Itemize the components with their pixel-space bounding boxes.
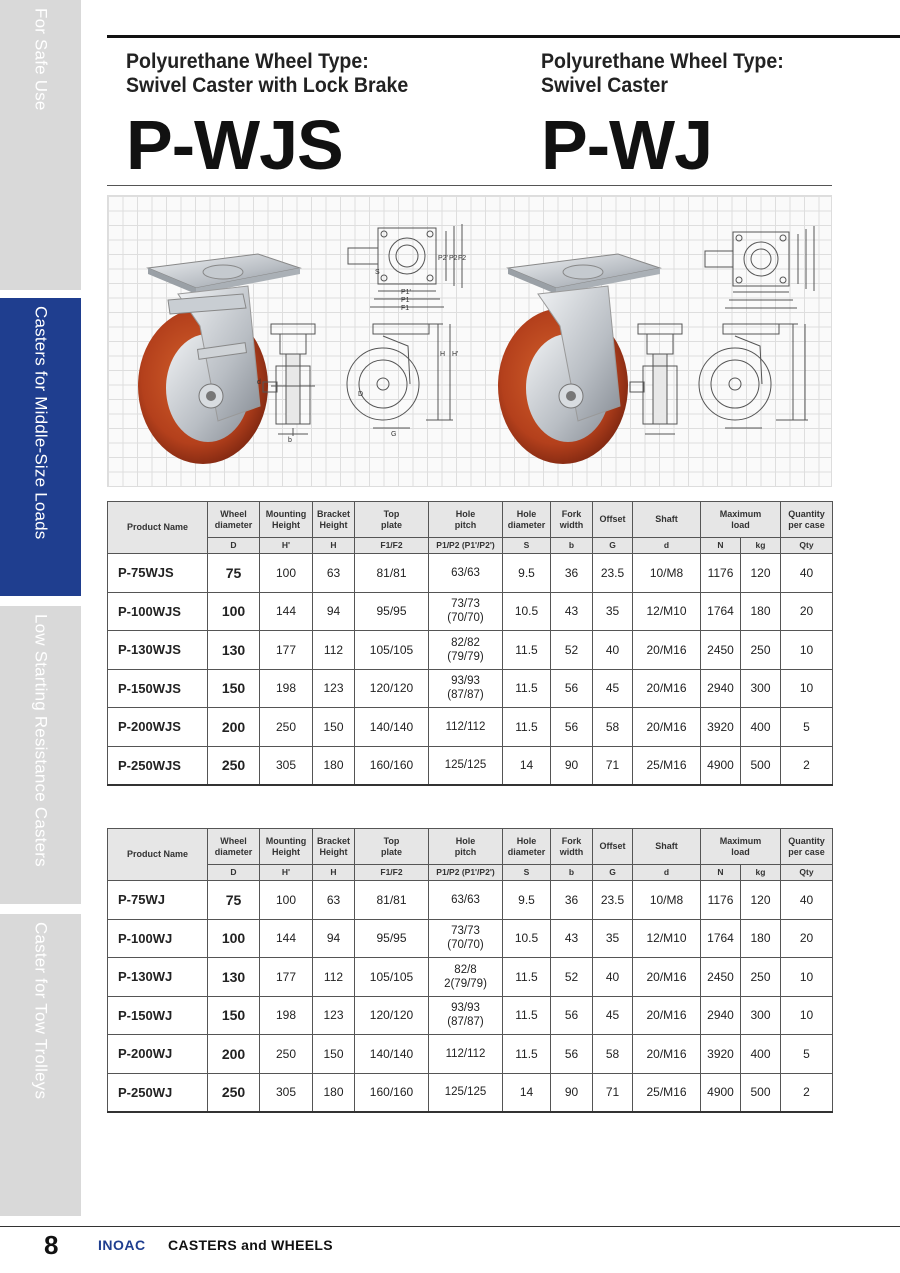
cell-product-name: P-75WJ xyxy=(108,881,208,920)
cell-bracket-height: 112 xyxy=(313,958,355,997)
drawing-swivel-front-view xyxy=(630,324,682,434)
th-unit: H' xyxy=(260,865,313,881)
cell-load-kg: 120 xyxy=(741,881,781,920)
table-row xyxy=(108,881,833,920)
cell-hole-pitch: 82/82 (79/79) xyxy=(429,631,503,670)
cell-load-kg: 300 xyxy=(741,996,781,1035)
cell-wheel-diameter: 75 xyxy=(208,881,260,920)
th-unit: H xyxy=(313,538,355,554)
cell-quantity: 20 xyxy=(781,919,833,958)
page-number: 8 xyxy=(44,1230,59,1260)
cell-product-name: P-250WJS xyxy=(108,746,208,785)
th-mounting-height: Mounting Height xyxy=(260,829,313,865)
table-row xyxy=(108,919,833,958)
drawing-brake-front-view xyxy=(263,324,315,436)
th-unit: N xyxy=(701,865,741,881)
cell-bracket-height: 94 xyxy=(313,919,355,958)
cell-mounting-height: 100 xyxy=(260,881,313,920)
cell-quantity: 40 xyxy=(781,554,833,593)
cell-quantity: 10 xyxy=(781,958,833,997)
cell-offset: 71 xyxy=(593,1073,633,1112)
drawing-swivel-top-view xyxy=(705,226,814,308)
brand-logo: INOAC xyxy=(98,1237,146,1253)
cell-quantity: 2 xyxy=(781,1073,833,1112)
table-row xyxy=(108,554,833,593)
cell-fork-width: 56 xyxy=(551,1035,593,1074)
caster-photo-swivel xyxy=(498,254,660,464)
cell-quantity: 40 xyxy=(781,881,833,920)
cell-hole-diameter: 11.5 xyxy=(503,1035,551,1074)
cell-bracket-height: 150 xyxy=(313,708,355,747)
th-bracket-height: Bracket Height xyxy=(313,502,355,538)
th-hole-diameter: Hole diameter xyxy=(503,829,551,865)
side-tab-low-resistance[interactable] xyxy=(0,606,81,904)
cell-top-plate: 81/81 xyxy=(355,554,429,593)
cell-load-kg: 300 xyxy=(741,669,781,708)
table-row xyxy=(108,708,833,747)
cell-load-kg: 400 xyxy=(741,1035,781,1074)
cell-mounting-height: 250 xyxy=(260,1035,313,1074)
cell-load-kg: 180 xyxy=(741,592,781,631)
cell-offset: 71 xyxy=(593,746,633,785)
th-mounting-height: Mounting Height xyxy=(260,502,313,538)
cell-quantity: 5 xyxy=(781,708,833,747)
label-d-small: d xyxy=(257,379,261,386)
cell-top-plate: 81/81 xyxy=(355,881,429,920)
label-p2: P2 xyxy=(449,255,458,262)
drawing-swivel-side-view xyxy=(699,324,808,428)
cell-mounting-height: 305 xyxy=(260,1073,313,1112)
th-quantity: Quantity per case xyxy=(781,829,833,865)
cell-shaft: 10/M8 xyxy=(633,554,701,593)
cell-hole-pitch: 73/73 (70/70) xyxy=(429,919,503,958)
right-subtitle: Polyurethane Wheel Type: Swivel Caster xyxy=(541,50,784,97)
th-top-plate: Top plate xyxy=(355,829,429,865)
th-hole-pitch: Hole pitch xyxy=(429,829,503,865)
cell-fork-width: 36 xyxy=(551,881,593,920)
cell-hole-pitch: 112/112 xyxy=(429,708,503,747)
cell-wheel-diameter: 200 xyxy=(208,708,260,747)
cell-offset: 58 xyxy=(593,1035,633,1074)
th-hole-pitch: Hole pitch xyxy=(429,502,503,538)
cell-hole-pitch: 93/93 (87/87) xyxy=(429,996,503,1035)
cell-load-n: 3920 xyxy=(701,708,741,747)
cell-fork-width: 43 xyxy=(551,592,593,631)
cell-load-n: 1764 xyxy=(701,919,741,958)
cell-product-name: P-130WJS xyxy=(108,631,208,670)
cell-mounting-height: 250 xyxy=(260,708,313,747)
cell-hole-diameter: 11.5 xyxy=(503,996,551,1035)
cell-fork-width: 90 xyxy=(551,1073,593,1112)
cell-hole-diameter: 11.5 xyxy=(503,669,551,708)
cell-bracket-height: 150 xyxy=(313,1035,355,1074)
cell-wheel-diameter: 150 xyxy=(208,669,260,708)
caster-illustrations xyxy=(108,196,833,488)
side-tab-label: Low Starting Resistance Casters xyxy=(31,614,51,867)
cell-quantity: 2 xyxy=(781,746,833,785)
drawing-panel xyxy=(107,195,832,487)
cell-offset: 23.5 xyxy=(593,881,633,920)
side-tab-label: Caster for Tow Trolleys xyxy=(31,922,51,1100)
th-unit: P1/P2 (P1'/P2') xyxy=(429,865,503,881)
cell-load-kg: 400 xyxy=(741,708,781,747)
th-unit: d xyxy=(633,538,701,554)
right-product-code: P-WJ xyxy=(541,106,712,184)
cell-load-n: 1176 xyxy=(701,881,741,920)
cell-load-n: 2940 xyxy=(701,996,741,1035)
cell-load-kg: 180 xyxy=(741,919,781,958)
cell-product-name: P-200WJ xyxy=(108,1035,208,1074)
label-hp: H' xyxy=(452,351,459,358)
th-hole-diameter: Hole diameter xyxy=(503,502,551,538)
cell-load-kg: 120 xyxy=(741,554,781,593)
th-fork-width: Fork width xyxy=(551,829,593,865)
cell-load-kg: 250 xyxy=(741,958,781,997)
th-unit: H xyxy=(313,865,355,881)
table-row xyxy=(108,996,833,1035)
table-row xyxy=(108,669,833,708)
th-unit: F1/F2 xyxy=(355,865,429,881)
cell-hole-diameter: 9.5 xyxy=(503,881,551,920)
spec-table-wjs xyxy=(107,501,833,786)
drawing-brake-side-view xyxy=(347,324,453,428)
th-unit: b xyxy=(551,538,593,554)
th-unit: Qty xyxy=(781,865,833,881)
th-unit: b xyxy=(551,865,593,881)
cell-hole-diameter: 14 xyxy=(503,746,551,785)
cell-load-n: 2450 xyxy=(701,958,741,997)
cell-load-n: 1764 xyxy=(701,592,741,631)
top-rule xyxy=(107,35,900,38)
cell-fork-width: 52 xyxy=(551,958,593,997)
cell-shaft: 20/M16 xyxy=(633,996,701,1035)
cell-fork-width: 56 xyxy=(551,996,593,1035)
th-product-name: Product Name xyxy=(108,502,208,554)
table-row xyxy=(108,1073,833,1112)
cell-product-name: P-130WJ xyxy=(108,958,208,997)
th-unit: N xyxy=(701,538,741,554)
th-offset: Offset xyxy=(593,502,633,538)
side-tab-label: For Safe Use xyxy=(31,8,51,111)
table-row xyxy=(108,1035,833,1074)
th-offset: Offset xyxy=(593,829,633,865)
cell-bracket-height: 123 xyxy=(313,669,355,708)
th-shaft: Shaft xyxy=(633,829,701,865)
side-tab-tow-trolleys[interactable] xyxy=(0,914,81,1216)
cell-top-plate: 95/95 xyxy=(355,592,429,631)
cell-product-name: P-150WJS xyxy=(108,669,208,708)
cell-wheel-diameter: 100 xyxy=(208,592,260,631)
cell-fork-width: 52 xyxy=(551,631,593,670)
cell-top-plate: 140/140 xyxy=(355,708,429,747)
cell-fork-width: 56 xyxy=(551,708,593,747)
cell-fork-width: 43 xyxy=(551,919,593,958)
cell-shaft: 20/M16 xyxy=(633,958,701,997)
brand-tagline: CASTERS and WHEELS xyxy=(168,1237,333,1253)
cell-fork-width: 56 xyxy=(551,669,593,708)
cell-hole-diameter: 11.5 xyxy=(503,958,551,997)
cell-fork-width: 36 xyxy=(551,554,593,593)
cell-wheel-diameter: 250 xyxy=(208,1073,260,1112)
cell-wheel-diameter: 250 xyxy=(208,746,260,785)
cell-offset: 40 xyxy=(593,631,633,670)
label-f1: F1 xyxy=(401,305,410,312)
cell-product-name: P-75WJS xyxy=(108,554,208,593)
cell-load-n: 4900 xyxy=(701,1073,741,1112)
cell-hole-pitch: 82/8 2(79/79) xyxy=(429,958,503,997)
table-row xyxy=(108,592,833,631)
cell-top-plate: 105/105 xyxy=(355,631,429,670)
label-p1p: P1' xyxy=(401,289,411,296)
th-unit: P1/P2 (P1'/P2') xyxy=(429,538,503,554)
cell-offset: 35 xyxy=(593,919,633,958)
side-tab-middle-size[interactable] xyxy=(0,298,81,596)
cell-wheel-diameter: 200 xyxy=(208,1035,260,1074)
cell-bracket-height: 63 xyxy=(313,881,355,920)
cell-wheel-diameter: 130 xyxy=(208,958,260,997)
cell-product-name: P-250WJ xyxy=(108,1073,208,1112)
cell-bracket-height: 63 xyxy=(313,554,355,593)
cell-offset: 58 xyxy=(593,708,633,747)
cell-load-n: 3920 xyxy=(701,1035,741,1074)
cell-product-name: P-100WJS xyxy=(108,592,208,631)
th-unit: D xyxy=(208,538,260,554)
cell-offset: 45 xyxy=(593,996,633,1035)
label-s: S xyxy=(375,269,380,276)
th-unit: S xyxy=(503,538,551,554)
cell-shaft: 10/M8 xyxy=(633,881,701,920)
cell-hole-diameter: 11.5 xyxy=(503,631,551,670)
th-unit: kg xyxy=(741,538,781,554)
cell-mounting-height: 305 xyxy=(260,746,313,785)
left-product-code: P-WJS xyxy=(126,106,343,184)
label-f2: F2 xyxy=(458,255,467,262)
cell-top-plate: 105/105 xyxy=(355,958,429,997)
cell-hole-pitch: 73/73 (70/70) xyxy=(429,592,503,631)
cell-load-n: 1176 xyxy=(701,554,741,593)
cell-product-name: P-100WJ xyxy=(108,919,208,958)
cell-quantity: 10 xyxy=(781,631,833,670)
label-p1: P1 xyxy=(401,297,410,304)
cell-offset: 45 xyxy=(593,669,633,708)
cell-load-kg: 500 xyxy=(741,1073,781,1112)
cell-load-n: 2450 xyxy=(701,631,741,670)
cell-product-name: P-150WJ xyxy=(108,996,208,1035)
cell-offset: 40 xyxy=(593,958,633,997)
cell-top-plate: 120/120 xyxy=(355,996,429,1035)
cell-wheel-diameter: 100 xyxy=(208,919,260,958)
cell-shaft: 20/M16 xyxy=(633,669,701,708)
cell-load-n: 2940 xyxy=(701,669,741,708)
cell-mounting-height: 198 xyxy=(260,996,313,1035)
cell-quantity: 10 xyxy=(781,996,833,1035)
table-row xyxy=(108,631,833,670)
label-D: D xyxy=(358,391,364,398)
cell-fork-width: 90 xyxy=(551,746,593,785)
th-unit: D xyxy=(208,865,260,881)
cell-top-plate: 95/95 xyxy=(355,919,429,958)
cell-mounting-height: 144 xyxy=(260,592,313,631)
cell-hole-pitch: 63/63 xyxy=(429,554,503,593)
th-max-load: Maximum load xyxy=(701,829,781,865)
cell-bracket-height: 112 xyxy=(313,631,355,670)
label-p2p: P2' xyxy=(438,255,448,262)
cell-bracket-height: 123 xyxy=(313,996,355,1035)
th-unit: F1/F2 xyxy=(355,538,429,554)
cell-quantity: 20 xyxy=(781,592,833,631)
caster-photo-brake xyxy=(138,254,300,464)
cell-product-name: P-200WJS xyxy=(108,708,208,747)
cell-shaft: 25/M16 xyxy=(633,1073,701,1112)
cell-hole-pitch: 112/112 xyxy=(429,1035,503,1074)
th-unit: G xyxy=(593,865,633,881)
cell-hole-pitch: 125/125 xyxy=(429,746,503,785)
cell-shaft: 20/M16 xyxy=(633,708,701,747)
cell-bracket-height: 94 xyxy=(313,592,355,631)
th-fork-width: Fork width xyxy=(551,502,593,538)
cell-top-plate: 160/160 xyxy=(355,1073,429,1112)
th-wheel-diameter: Wheel diameter xyxy=(208,829,260,865)
th-unit: Qty xyxy=(781,538,833,554)
cell-mounting-height: 177 xyxy=(260,631,313,670)
cell-top-plate: 120/120 xyxy=(355,669,429,708)
cell-wheel-diameter: 75 xyxy=(208,554,260,593)
cell-hole-pitch: 63/63 xyxy=(429,881,503,920)
cell-shaft: 20/M16 xyxy=(633,631,701,670)
cell-load-kg: 250 xyxy=(741,631,781,670)
cell-quantity: 10 xyxy=(781,669,833,708)
th-unit: G xyxy=(593,538,633,554)
cell-hole-diameter: 11.5 xyxy=(503,708,551,747)
th-product-name: Product Name xyxy=(108,829,208,881)
title-rule xyxy=(107,185,832,186)
cell-top-plate: 140/140 xyxy=(355,1035,429,1074)
side-tab-safe-use[interactable] xyxy=(0,0,81,290)
cell-hole-pitch: 93/93 (87/87) xyxy=(429,669,503,708)
cell-hole-diameter: 14 xyxy=(503,1073,551,1112)
th-unit: d xyxy=(633,865,701,881)
cell-shaft: 25/M16 xyxy=(633,746,701,785)
cell-mounting-height: 198 xyxy=(260,669,313,708)
th-wheel-diameter: Wheel diameter xyxy=(208,502,260,538)
spec-table-wj xyxy=(107,828,833,1113)
th-shaft: Shaft xyxy=(633,502,701,538)
cell-hole-pitch: 125/125 xyxy=(429,1073,503,1112)
cell-shaft: 12/M10 xyxy=(633,592,701,631)
th-bracket-height: Bracket Height xyxy=(313,829,355,865)
side-tab-label: Casters for Middle-Size Loads xyxy=(31,306,51,540)
table-row xyxy=(108,746,833,785)
table-row xyxy=(108,958,833,997)
cell-hole-diameter: 9.5 xyxy=(503,554,551,593)
label-h: H xyxy=(440,351,446,358)
cell-hole-diameter: 10.5 xyxy=(503,592,551,631)
th-unit: S xyxy=(503,865,551,881)
label-g: G xyxy=(391,431,397,438)
cell-shaft: 20/M16 xyxy=(633,1035,701,1074)
cell-load-n: 4900 xyxy=(701,746,741,785)
cell-bracket-height: 180 xyxy=(313,1073,355,1112)
cell-shaft: 12/M10 xyxy=(633,919,701,958)
cell-wheel-diameter: 130 xyxy=(208,631,260,670)
cell-mounting-height: 144 xyxy=(260,919,313,958)
th-unit: H' xyxy=(260,538,313,554)
footer-rule xyxy=(0,1226,900,1227)
cell-quantity: 5 xyxy=(781,1035,833,1074)
cell-bracket-height: 180 xyxy=(313,746,355,785)
th-unit: kg xyxy=(741,865,781,881)
cell-wheel-diameter: 150 xyxy=(208,996,260,1035)
cell-offset: 23.5 xyxy=(593,554,633,593)
cell-top-plate: 160/160 xyxy=(355,746,429,785)
cell-load-kg: 500 xyxy=(741,746,781,785)
cell-hole-diameter: 10.5 xyxy=(503,919,551,958)
label-b: b xyxy=(288,437,292,444)
left-subtitle: Polyurethane Wheel Type: Swivel Caster with Lock Brake xyxy=(126,50,409,97)
th-max-load: Maximum load xyxy=(701,502,781,538)
cell-mounting-height: 177 xyxy=(260,958,313,997)
cell-mounting-height: 100 xyxy=(260,554,313,593)
cell-offset: 35 xyxy=(593,592,633,631)
th-quantity: Quantity per case xyxy=(781,502,833,538)
th-top-plate: Top plate xyxy=(355,502,429,538)
